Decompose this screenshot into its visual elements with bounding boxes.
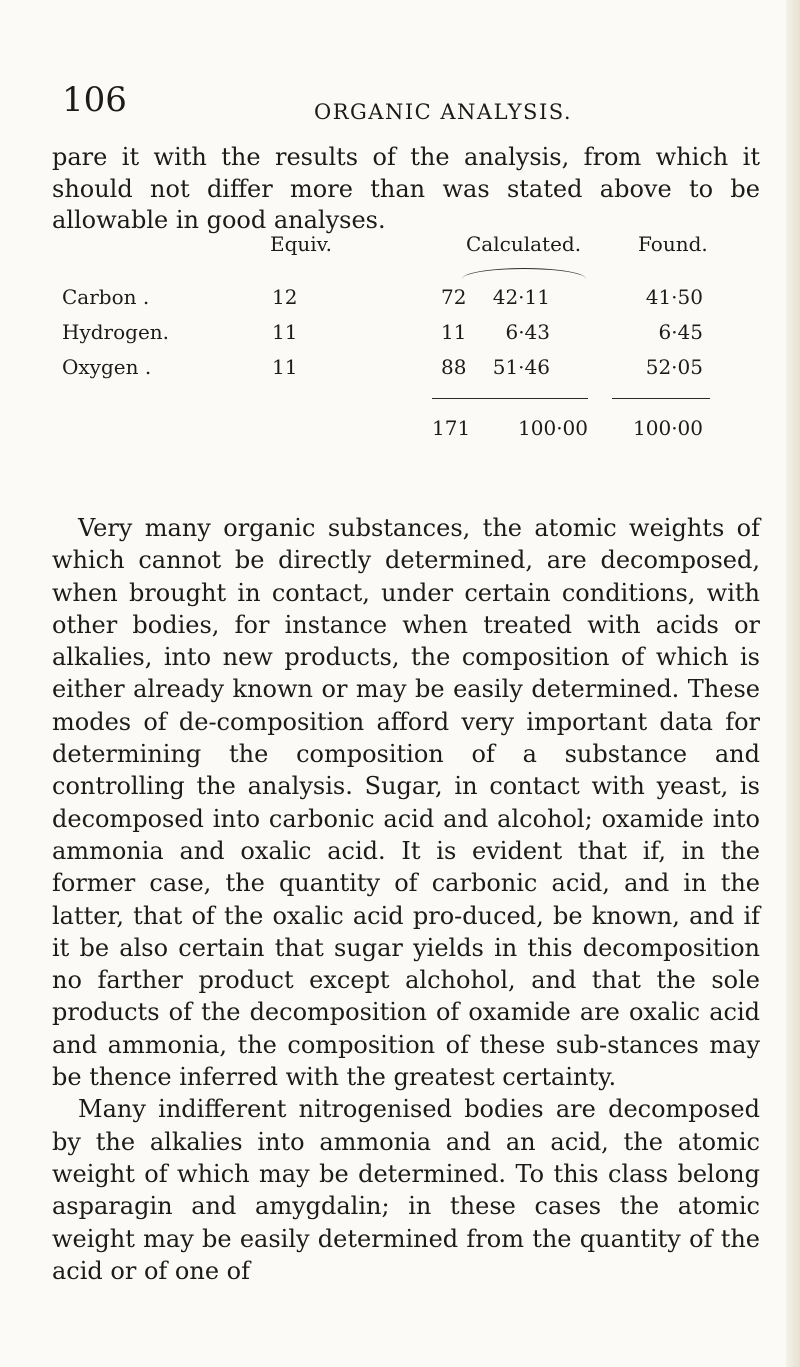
body-text [52,512,760,1287]
calculated-brace [462,268,586,279]
row-found: 52·05 [645,355,703,379]
header-calculated: Calculated. [466,232,582,256]
row-calc-percent: 6·43 [505,320,550,344]
row-equiv: 12 [272,285,298,309]
row-found: 41·50 [645,285,703,309]
total-calc-percent: 100·00 [518,416,588,440]
header-equiv: Equiv. [270,232,332,256]
row-equiv: 11 [272,355,298,379]
row-element: Oxygen . [62,355,152,379]
row-calc-weight: 88 [441,355,467,379]
intro-paragraph: pare it with the results of the analysis, from which it should not differ more than was stated above to be allowable in good analyses. [52,143,760,234]
found-total-rule [612,398,710,399]
total-calc-weight: 171 [432,416,471,440]
row-calc-percent: 42·11 [492,285,550,309]
calculated-total-rule [432,398,588,399]
paragraph: Many indifferent nitrogenised bodies are decomposed by the alkalies into ammonia and an acid, the atomic weight of which may be determined. To this class belong asparagin and amygdalin; in these cases the atomic weight may be easily determined from the quantity of the acid or of one of [52,1095,760,1285]
paragraph: Very many organic substances, the atomic weights of which cannot be directly determined, are decomposed, when brought in contact, under certain conditions, with other bodies, for instance when treated with acids or alkalies, into new products, the composition of which is either already known or may be easily determined. These modes of de-composition afford very important data for determining the composition of a substance and controlling the analysis. Sugar, in contact with yeast, is decomposed into carbonic acid and alcohol; oxamide into ammonia and oxalic acid. It is evident that if, in the former case, the quantity of carbonic acid, and in the latter, that of the oxalic acid pro-duced, be known, and if it be also certain that sugar yields in this decomposition no farther product except alchohol, and that the sole products of the decomposition of oxamide are oxalic acid and ammonia, the composition of these sub-stances may be thence inferred with the greatest certainty. [52,514,760,1092]
row-equiv: 11 [272,320,298,344]
row-element: Hydrogen. [62,320,170,344]
row-found: 6·45 [658,320,703,344]
page-edge [786,0,800,1367]
row-calc-weight: 11 [441,320,467,344]
page-number: 106 [62,80,127,120]
row-element: Carbon . [62,285,150,309]
running-title: ORGANIC ANALYSIS. [314,100,573,124]
row-calc-weight: 72 [441,285,467,309]
header-found: Found. [638,232,708,256]
page-header [62,80,782,132]
total-found: 100·00 [633,416,703,440]
row-calc-percent: 51·46 [492,355,550,379]
